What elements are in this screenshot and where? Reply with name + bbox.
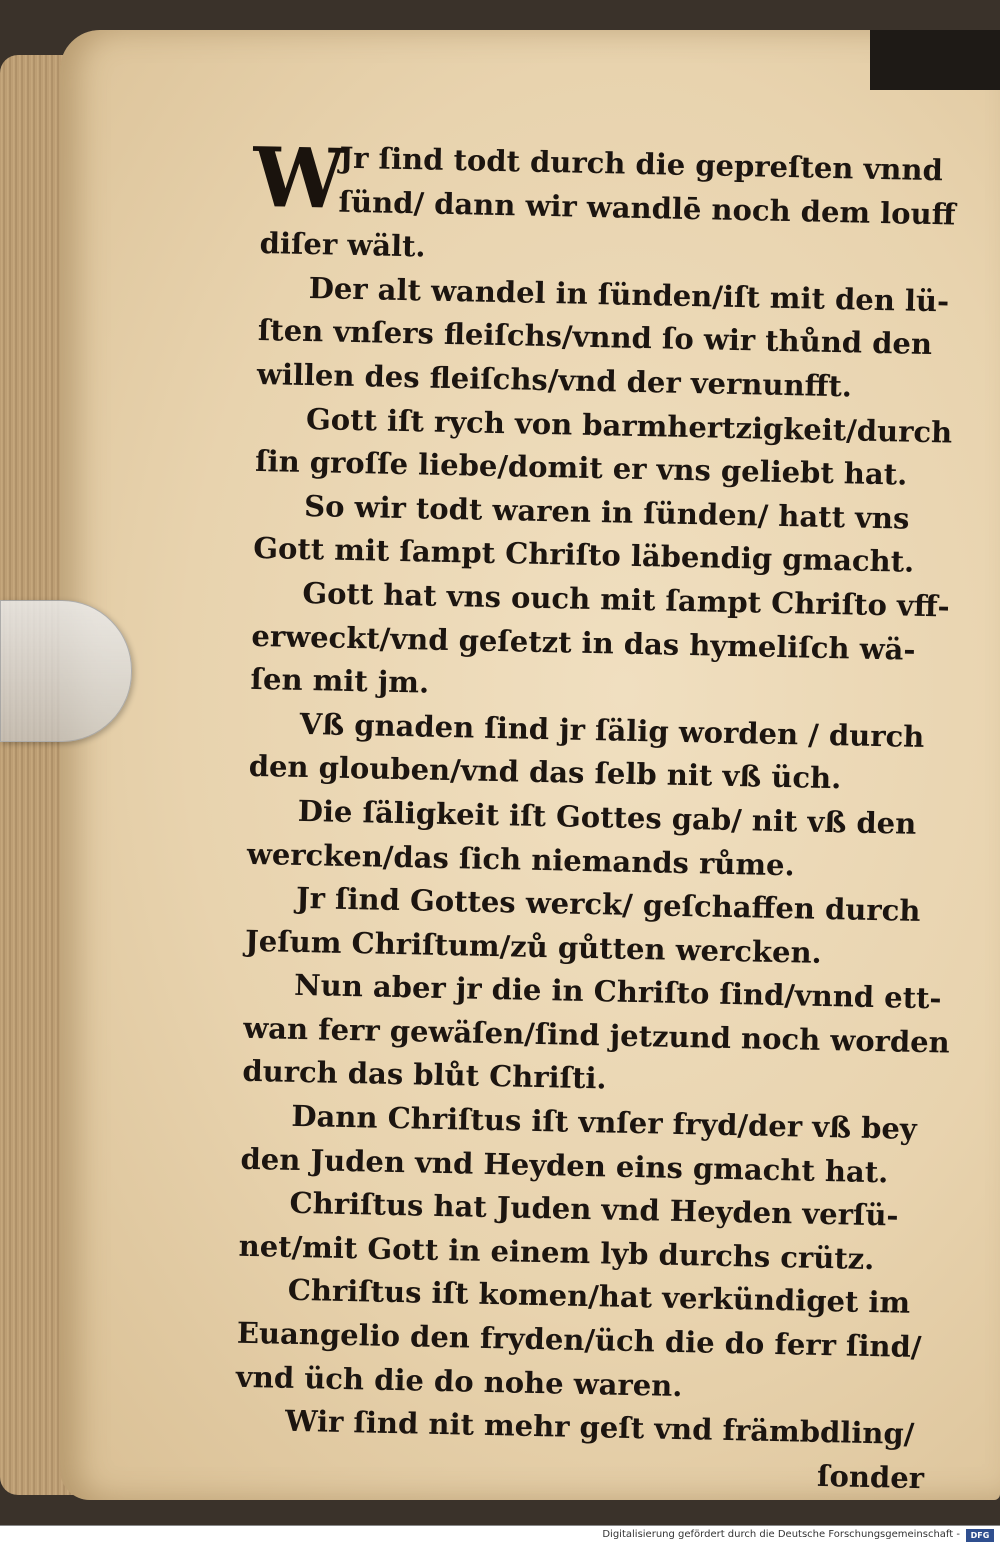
text-line: Gott hat vns ouch mit ſampt Chriſto vff-: [302, 575, 951, 624]
text-line: ſin groſſe liebe/domit er vns geliebt hat.: [254, 444, 908, 492]
footer-bar: [0, 1525, 1000, 1546]
text-line: Nun aber jr die in Chriſto ſind/vnnd ett-: [293, 968, 942, 1016]
text-line: Der alt wandel in ſünden/iſt mit den lü-: [308, 270, 950, 319]
text-line: Euangelio den fryden/üch die do ferr ſind/: [236, 1315, 922, 1365]
text-line: den glouben/vnd das ſelb nit vß üch.: [248, 749, 842, 796]
drop-initial: W: [252, 129, 347, 228]
catchword: ſonder: [816, 1458, 925, 1495]
text-line: wan ferr gewäſen/ſind jetzund noch worden: [242, 1010, 951, 1060]
text-line: ſen mit jm.: [250, 662, 430, 700]
text-line: wercken/das ſich niemands růme.: [246, 836, 796, 882]
text-line: Chriſtus hat Juden vnd Heyden verſü-: [289, 1186, 899, 1233]
page-text: [234, 129, 956, 1501]
book-clip: [0, 600, 132, 742]
text-line: erweckt/vnd geſetzt in das hymeliſch wä-: [251, 618, 916, 667]
text-line: Gott iſt rych von barmhertzigkeit/durch: [305, 401, 953, 450]
text-line: Wir ſind nit mehr geſt vnd främbdling/: [284, 1403, 915, 1452]
funding-credit: Digitalisierung gefördert durch die Deutsche Forschungsgemeinschaft -: [602, 1529, 960, 1540]
text-line: net/mit Gott in einem lyb durchs crütz.: [238, 1228, 875, 1276]
text-line: Jr ſind Gottes werck/ geſchaffen durch: [295, 880, 921, 929]
text-line: Vß gnaden ſind jr ſälig worden / durch: [299, 706, 925, 754]
text-line: den Juden vnd Heyden eins gmacht hat.: [240, 1141, 889, 1189]
text-line: ſünd/ dann wir wandlē noch dem louff: [338, 184, 956, 232]
text-line: Jr ſind todt durch die gepreſten vnnd: [339, 140, 944, 188]
text-line: Jeſum Chriſtum/zů gůtten wercken.: [244, 923, 823, 970]
text-line: vnd üch die do nohe waren.: [235, 1359, 683, 1403]
dfg-logo: DFG: [966, 1529, 994, 1542]
text-line: willen des fleiſchs/vnd der vernunfft.: [256, 356, 853, 404]
page-corner-shadow: [870, 30, 1000, 90]
text-line: Dann Chriſtus iſt vnſer fryd/der vß bey: [291, 1098, 918, 1146]
text-line: diſer wält.: [259, 226, 426, 264]
text-line: Gott mit ſampt Chriſto läbendig gmacht.: [252, 531, 915, 580]
text-line: Die ſäligkeit iſt Gottes gab/ nit vß den: [297, 793, 917, 841]
text-line: So wir todt waren in ſünden/ hatt vns: [303, 488, 910, 536]
text-line: Chriſtus iſt komen/hat verkündiget im: [287, 1273, 911, 1321]
text-line: ſten vnſers fleiſchs/vnnd ſo wir thůnd den: [257, 313, 933, 362]
text-line: durch das blůt Chriſti.: [242, 1054, 607, 1096]
